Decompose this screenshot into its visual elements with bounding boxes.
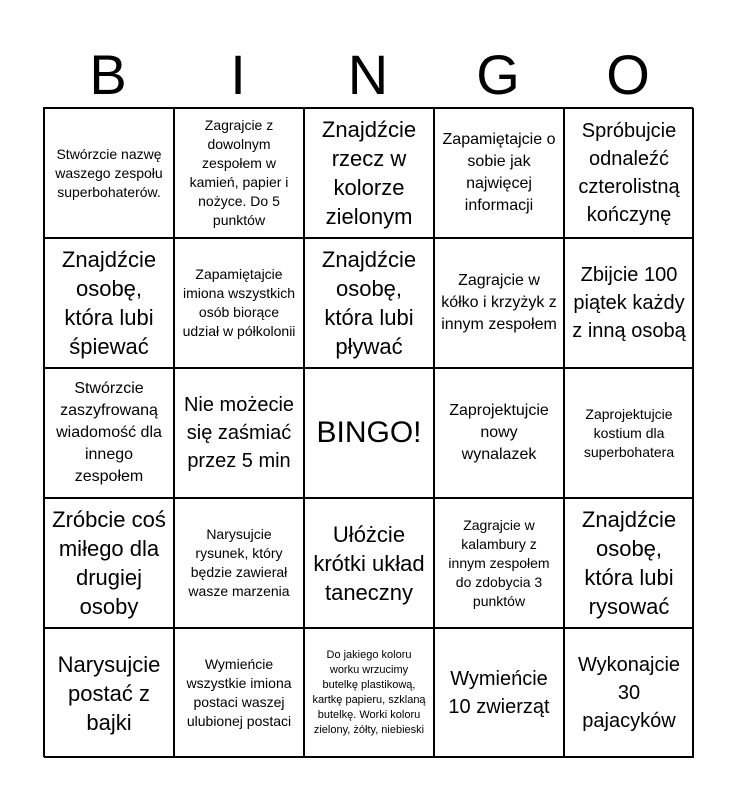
bingo-cell[interactable]: Zagrajcie w kółko i krzyżyk z innym zespołem — [434, 238, 564, 368]
bingo-cell[interactable]: Wymieńcie wszystkie imiona postaci waszej ulubionej postaci — [174, 628, 304, 758]
header-letter-n: N — [347, 43, 389, 106]
bingo-cell[interactable]: Ułóżcie krótki układ taneczny — [304, 498, 434, 628]
bingo-header — [43, 42, 693, 108]
header-letter-g: G — [476, 43, 520, 106]
bingo-cell[interactable]: Znajdźcie osobę, która lubi pływać — [304, 238, 434, 368]
header-letter-b: B — [89, 43, 127, 106]
bingo-cell[interactable]: Wykonajcie 30 pajacyków — [564, 628, 694, 758]
bingo-grid — [43, 107, 693, 757]
bingo-cell[interactable]: Wymieńcie 10 zwierząt — [434, 628, 564, 758]
bingo-cell[interactable]: Zróbcie coś miłego dla drugiej osoby — [44, 498, 174, 628]
bingo-cell[interactable]: Narysujcie rysunek, który będzie zawierał wasze marzenia — [174, 498, 304, 628]
bingo-cell[interactable]: Zagrajcie w kalambury z innym zespołem do zdobycia 3 punktów — [434, 498, 564, 628]
bingo-cell[interactable]: Spróbujcie odnaleźć czterolistną kończynę — [564, 108, 694, 238]
bingo-cell[interactable]: Zapamiętajcie o sobie jak najwięcej informacji — [434, 108, 564, 238]
bingo-cell[interactable]: Stwórzcie zaszyfrowaną wiadomość dla innego zespołem — [44, 368, 174, 498]
header-letter-o: O — [606, 43, 650, 106]
bingo-free-cell[interactable]: BINGO! — [304, 368, 434, 498]
bingo-cell[interactable]: Znajdźcie rzecz w kolorze zielonym — [304, 108, 434, 238]
bingo-cell[interactable]: Nie możecie się zaśmiać przez 5 min — [174, 368, 304, 498]
bingo-cell[interactable]: Zbijcie 100 piątek każdy z inną osobą — [564, 238, 694, 368]
bingo-cell[interactable]: Zagrajcie z dowolnym zespołem w kamień, papier i nożyce. Do 5 punktów — [174, 108, 304, 238]
bingo-cell[interactable]: Zaprojektujcie kostium dla superbohatera — [564, 368, 694, 498]
bingo-cell[interactable]: Znajdźcie osobę, która lubi śpiewać — [44, 238, 174, 368]
bingo-cell[interactable]: Stwórzcie nazwę waszego zespołu superbohaterów. — [44, 108, 174, 238]
bingo-cell[interactable]: Zaprojektujcie nowy wynalazek — [434, 368, 564, 498]
bingo-cell[interactable]: Narysujcie postać z bajki — [44, 628, 174, 758]
bingo-cell[interactable]: Do jakiego koloru worku wrzucimy butelkę plastikową, kartkę papieru, szklaną butelkę. Worki koloru zielony, żółty, niebieski — [304, 628, 434, 758]
bingo-cell[interactable]: Znajdźcie osobę, która lubi rysować — [564, 498, 694, 628]
bingo-cell[interactable]: Zapamiętajcie imiona wszystkich osób biorące udział w półkolonii — [174, 238, 304, 368]
header-letter-i: I — [230, 43, 246, 106]
